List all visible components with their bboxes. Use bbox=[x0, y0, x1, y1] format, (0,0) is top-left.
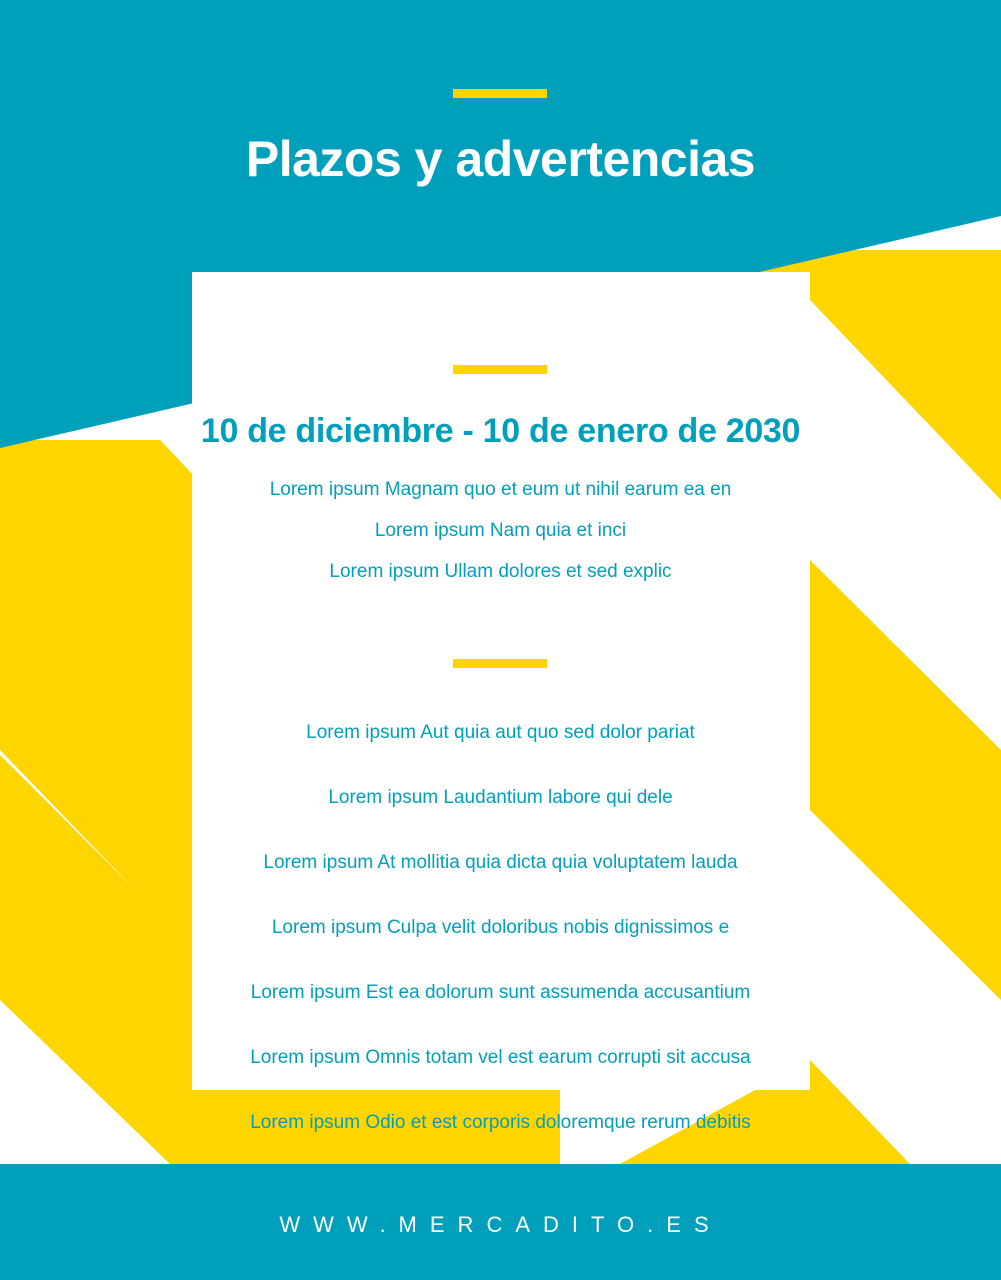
list-item: Lorem ipsum Culpa velit doloribus nobis dignissimos e bbox=[271, 917, 730, 938]
date-accent-bar bbox=[453, 365, 547, 374]
page-title: Plazos y advertencias bbox=[245, 131, 756, 187]
list-item: Lorem ipsum Odio et est corporis doloremque rerum debitis bbox=[250, 1112, 751, 1133]
list-item: Lorem ipsum Est ea dolorum sunt assumenda accusantium bbox=[250, 982, 751, 1003]
intro-line: Lorem ipsum Nam quia et inci bbox=[374, 520, 627, 541]
website-url[interactable]: WWW.MERCADITO.ES bbox=[279, 1212, 722, 1237]
list-item: Lorem ipsum At mollitia quia dicta quia voluptatem lauda bbox=[263, 852, 738, 873]
intro-line: Lorem ipsum Ullam dolores et sed explic bbox=[329, 561, 672, 582]
content-card bbox=[192, 272, 810, 1090]
list-item: Lorem ipsum Omnis totam vel est earum corrupti sit accusa bbox=[250, 1047, 751, 1068]
list-item: Lorem ipsum Aut quia aut quo sed dolor pariat bbox=[306, 722, 695, 743]
intro-line: Lorem ipsum Magnam quo et eum ut nihil earum ea en bbox=[269, 479, 732, 500]
list-item: Lorem ipsum Laudantium labore qui dele bbox=[328, 787, 673, 808]
list-accent-bar bbox=[453, 659, 547, 668]
date-heading: 10 de diciembre - 10 de enero de 2030 bbox=[200, 412, 801, 450]
header-accent-bar bbox=[453, 89, 547, 98]
